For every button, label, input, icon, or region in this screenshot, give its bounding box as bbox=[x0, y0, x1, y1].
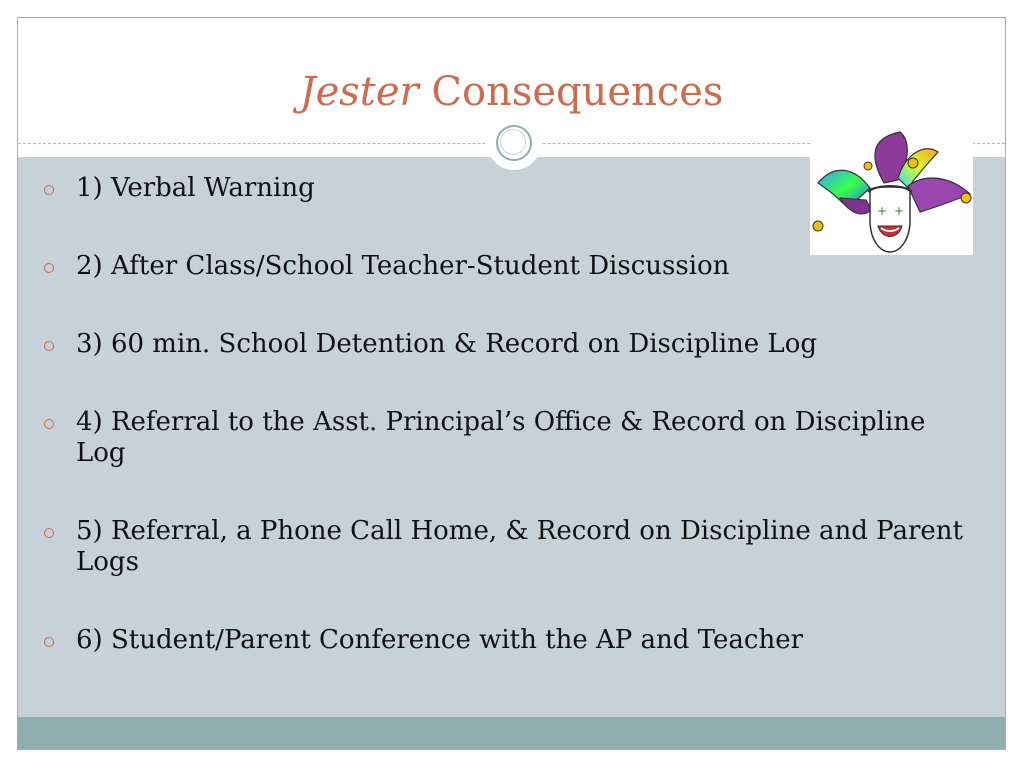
bullet-text: 1) Verbal Warning bbox=[76, 173, 315, 203]
list-item bbox=[44, 251, 974, 282]
circle-ornament-icon bbox=[487, 116, 541, 170]
slide-title bbox=[18, 70, 1005, 114]
ornament-ring bbox=[496, 125, 532, 161]
bullet-text: 5) Referral, a Phone Call Home, & Record on Discipline and Parent Logs bbox=[76, 516, 963, 577]
list-item bbox=[44, 173, 974, 204]
circle-outline-icon bbox=[44, 528, 54, 538]
list-item bbox=[44, 407, 974, 469]
circle-outline-icon bbox=[44, 637, 54, 647]
title-italic: Jester bbox=[299, 69, 419, 115]
slide bbox=[17, 17, 1006, 750]
circle-outline-icon bbox=[44, 341, 54, 351]
bullet-text: 6) Student/Parent Conference with the AP and Teacher bbox=[76, 625, 804, 655]
bullet-list bbox=[44, 173, 974, 656]
bullet-text: 4) Referral to the Asst. Principal’s Office & Record on Discipline Log bbox=[76, 407, 926, 468]
svg-text:+: + bbox=[877, 204, 888, 218]
circle-outline-icon bbox=[44, 263, 54, 273]
bottom-band bbox=[18, 717, 1005, 750]
title-rest: Consequences bbox=[418, 69, 724, 115]
circle-outline-icon bbox=[44, 185, 54, 195]
list-item bbox=[44, 625, 974, 656]
bullet-text: 2) After Class/School Teacher-Student Discussion bbox=[76, 251, 730, 281]
bullet-text: 3) 60 min. School Detention & Record on Discipline Log bbox=[76, 329, 817, 359]
list-item bbox=[44, 516, 974, 578]
svg-text:+: + bbox=[894, 204, 905, 218]
circle-outline-icon bbox=[44, 419, 54, 429]
list-item bbox=[44, 329, 974, 360]
